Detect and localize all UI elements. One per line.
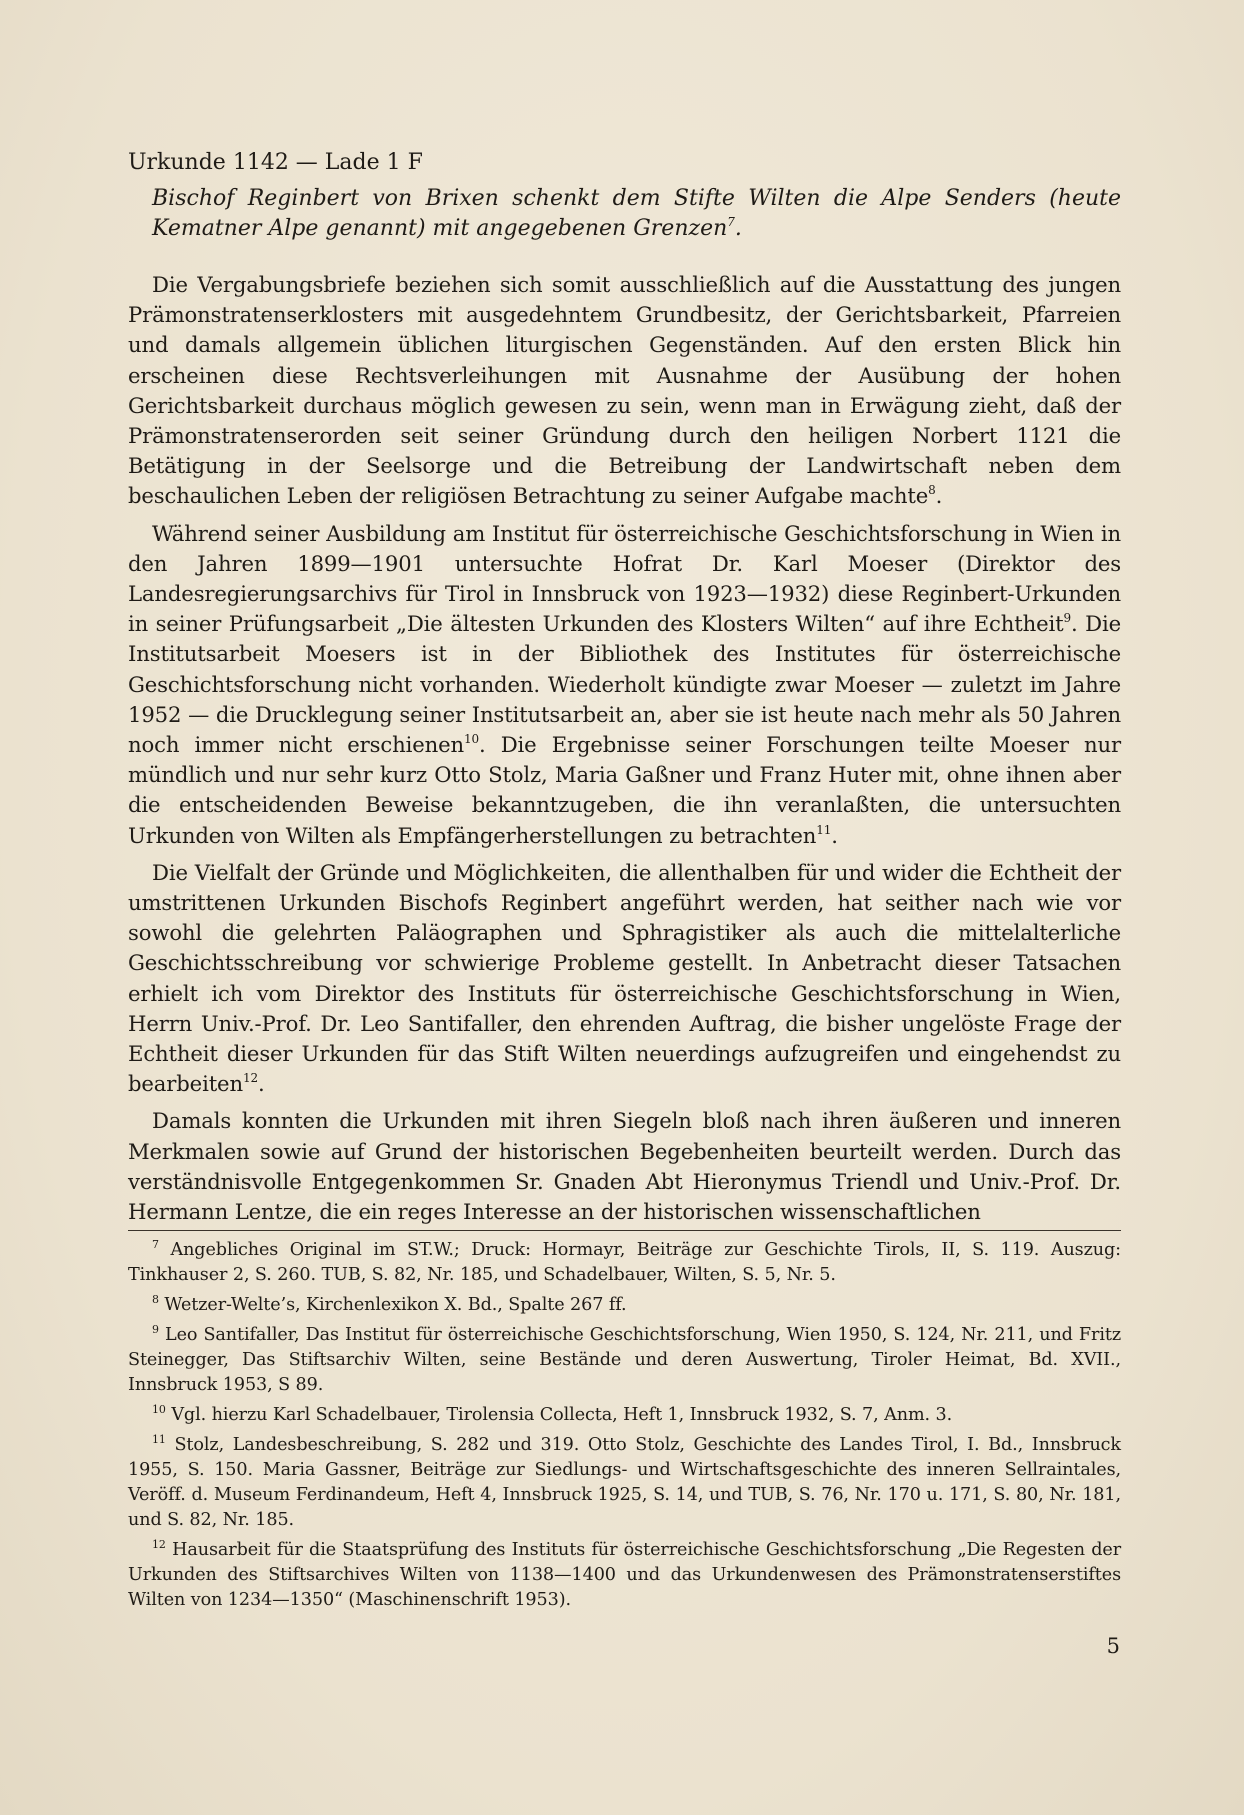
- footnote-ref: 7: [727, 215, 735, 229]
- paragraph-text: Die Vergabungsbriefe beziehen sich somit ausschließlich auf die Ausstattung des jungen Prämonstratenserklosters mit ausgedehntem Grundbesitz, der Gerichtsbarkeit, Pfarreien und damals allgemein üblichen liturgischen Gegenständen. Auf den ersten Blick hin erscheinen diese Rechtsverleihungen mit Ausnahme der Ausübung der hohen Gerichtsbarkeit durchaus möglich gewesen zu sein, wenn man in Erwägung zieht, daß der Prämonstratenserorden seit seiner Gründung durch den heiligen Norbert 1121 die Betätigung in der Seelsorge und die Betreibung der Landwirtschaft neben dem beschaulichen Leben der religiösen Betrachtung zu seiner Aufgabe machte: [128, 272, 1121, 509]
- footnote-text: Leo Santifaller, Das Institut für österreichische Geschichtsforschung, Wien 1950, S. 124, Nr. 211, und Fritz Steinegger, Das Stiftsarchiv Wilten, seine Bestände und deren Auswertung, Tiroler Heimat, Bd. XVII., Innsbruck 1953, S 89.: [128, 1325, 1121, 1395]
- document-heading: Urkunde 1142 — Lade 1 F: [128, 150, 423, 175]
- paragraph-text: . Die Institutsarbeit Moesers ist in der Bibliothek des Institutes für österreichische Geschichtsforschung nicht vorhanden. Wiederholt kündigte zwar Moeser — zuletzt im Jahre 1952 — die Drucklegung seiner Institutsarbeit an, aber sie ist heute nach mehr als 50 Jahren noch immer nicht erschienen: [128, 611, 1121, 758]
- main-text: [128, 148, 1121, 1234]
- paragraph-text: . Die Ergebnisse seiner Forschungen teilte Moeser nur mündlich und nur sehr kurz Otto Stolz, Maria Gaßner und Franz Huter mit, ohne ihnen aber die entscheidenden Beweise bekanntzugeben, die ihn veranlaßten, die untersuchten Urkunden von Wilten als Empfängerherstellungen zu betrachten: [128, 732, 1121, 848]
- footnote-12: [128, 1538, 1121, 1613]
- page-number: 5: [1106, 1634, 1120, 1658]
- charter-summary-text: Bischof Reginbert von Brixen schenkt dem Stifte Wilten die Alpe Senders (heute Kematner Alpe genannt) mit angegebenen Grenzen: [152, 186, 1121, 241]
- footnote-number: 10: [152, 1403, 166, 1416]
- footnote-text: Stolz, Landesbeschreibung, S. 282 und 319. Otto Stolz, Geschichte des Landes Tirol, I. Bd., Innsbruck 1955, S. 150. Maria Gassner, Beiträge zur Siedlungs- und Wirtschaftsgeschichte des inneren Sellraintales, Veröff. d. Museum Ferdinandeum, Heft 4, Innsbruck 1925, S. 14, und TUB, S. 76, Nr. 170 u. 171, S. 80, Nr. 181, und S. 82, Nr. 185.: [128, 1435, 1121, 1530]
- footnote-ref: 10: [464, 732, 479, 747]
- footnote-ref: 9: [1063, 611, 1071, 626]
- paragraph-3: [128, 858, 1121, 1100]
- footnote-8: [128, 1293, 1121, 1318]
- footnote-number: 12: [152, 1538, 166, 1551]
- footnote-9: [128, 1323, 1121, 1398]
- paragraph-tail: .: [935, 483, 943, 509]
- paragraph-text: Während seiner Ausbildung am Institut für österreichische Geschichtsforschung in Wien in den Jahren 1899—1901 untersuchte Hofrat Dr. Karl Moeser (Direktor des Landesregierungsarchivs für Tirol in Innsbruck von 1923—1932) diese Reginbert-Urkunden in seiner Prüfungsarbeit „Die ältesten Urkunden des Klosters Wilten“ auf ihre Echtheit: [128, 520, 1121, 637]
- footnotes: [128, 1238, 1121, 1618]
- footnote-11: [128, 1433, 1121, 1533]
- footnote-ref: 12: [242, 1071, 258, 1086]
- footnote-text: Wetzer-Welte’s, Kirchenlexikon X. Bd., Spalte 267 ff.: [164, 1295, 627, 1315]
- paragraph-1: [128, 270, 1121, 512]
- paragraph-tail: .: [831, 822, 838, 848]
- footnote-divider: [128, 1230, 1121, 1231]
- paragraph-text: Damals konnten die Urkunden mit ihren Siegeln bloß nach ihren äußeren und inneren Merkmalen sowie auf Grund der historischen Begebenheiten beurteilt werden. Durch das verständnisvolle Entgegenkommen Sr. Gnaden Abt Hieronymus Triendl und Univ.-Prof. Dr. Hermann Lentze, die ein reges Interesse an der historischen wissenschaftlichen: [128, 1108, 1121, 1225]
- footnote-number: 11: [152, 1433, 166, 1446]
- footnote-number: 8: [152, 1293, 159, 1306]
- charter-summary: Bischof Reginbert von Brixen schenkt dem Stifte Wilten die Alpe Senders (heute Kematner Alpe genannt) mit angegebenen Grenzen$^7$.: [152, 186, 1121, 241]
- footnote-ref: 11: [816, 822, 832, 837]
- footnote-text: Hausarbeit für die Staatsprüfung des Instituts für österreichische Geschichtsforschung „Die Regesten der Urkunden des Stiftsarchives Wilten von 1138—1400 und das Urkundenwesen des Prämonstratenserstiftes Wilten von 1234—1350“ (Maschinenschrift 1953).: [128, 1540, 1122, 1610]
- footnote-7: [128, 1238, 1121, 1288]
- paragraph-text: Die Vielfalt der Gründe und Möglichkeiten, die allenthalben für und wider die Echtheit der umstrittenen Urkunden Bischofs Reginbert angeführt werden, hat seither nach wie vor sowohl die gelehrten Paläographen und Sphragistiker als auch die mittelalterliche Geschichtsschreibung vor schwierige Probleme gestellt. In Anbetracht dieser Tatsachen erhielt ich vom Direktor des Instituts für österreichische Geschichtsforschung in Wien, Herrn Univ.-Prof. Dr. Leo Santifaller, den ehrenden Auftrag, die bisher ungelöste Frage der Echtheit dieser Urkunden für das Stift Wilten neuerdings aufzugreifen und eingehendst zu bearbeiten: [128, 859, 1121, 1097]
- footnote-number: 7: [152, 1238, 159, 1251]
- paragraph-tail: .: [257, 1071, 265, 1097]
- footnote-ref: 8: [928, 483, 936, 498]
- footnote-10: [128, 1403, 1121, 1428]
- footnote-text: Vgl. hierzu Karl Schadelbauer, Tirolensia Collecta, Heft 1, Innsbruck 1932, S. 7, Anm. 3.: [171, 1405, 953, 1425]
- footnote-number: 9: [152, 1323, 159, 1336]
- footnote-text: Angebliches Original im ST.W.; Druck: Hormayr, Beiträge zur Geschichte Tirols, II, S. 119. Auszug: Tinkhauser 2, S. 260. TUB, S. 82, Nr. 185, und Schadelbauer, Wilten, S. 5, Nr. 5.: [128, 1240, 1122, 1285]
- paragraph-2: [128, 519, 1121, 851]
- paragraph-4: [128, 1106, 1121, 1227]
